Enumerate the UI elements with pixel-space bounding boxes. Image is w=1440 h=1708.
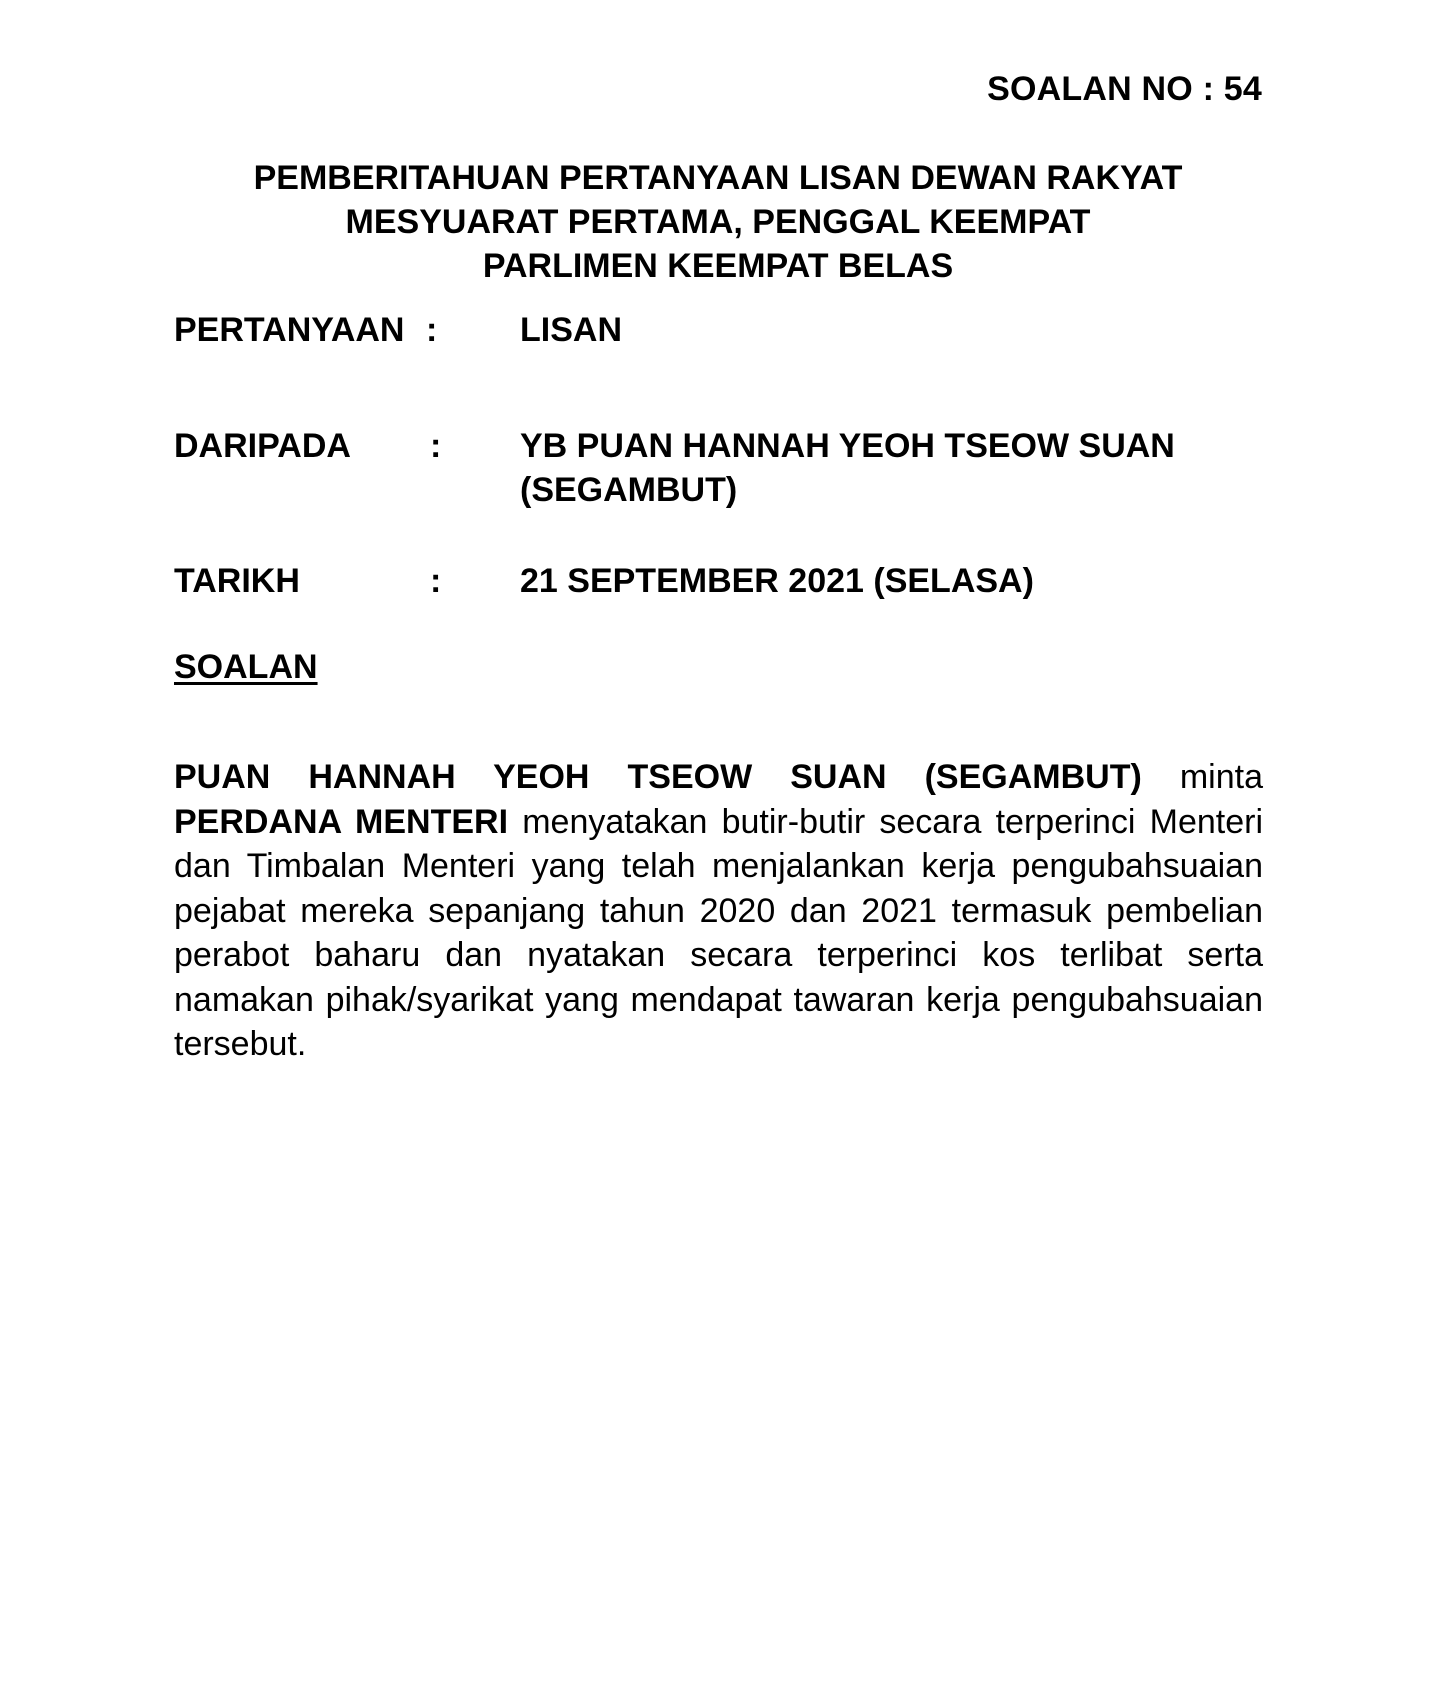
field-value-daripada-line2: (SEGAMBUT) (520, 471, 738, 509)
question-addressee: PERDANA MENTERI (174, 802, 509, 841)
field-label-tarikh: TARIKH (174, 562, 300, 600)
document-header (174, 156, 1262, 288)
section-heading-soalan: SOALAN (174, 648, 318, 686)
header-line-3: PARLIMEN KEEMPAT BELAS (482, 247, 954, 285)
field-colon-daripada: : (430, 427, 442, 465)
question-text: menyatakan butir-butir secara terperinci Menteri dan Timbalan Menteri yang telah menjalankan kerja pengubahsuaian pejabat mereka sepanjang tahun 2020 dan 2021 termasuk pembelian perabot baharu dan nyatakan secara terperinci kos terlibat serta namakan pihak/syarikat yang mendapat tawaran kerja pengubahsuaian tersebut. (174, 802, 1263, 1063)
header-line-1: PEMBERITAHUAN PERTANYAAN LISAN DEWAN RAKYAT (253, 159, 1183, 197)
field-value-pertanyaan (520, 308, 1280, 352)
question-number: SOALAN NO : 54 (987, 70, 1262, 108)
question-verb: minta (1141, 758, 1263, 796)
question-asker: PUAN HANNAH YEOH TSEOW SUAN (SEGAMBUT) (174, 758, 1142, 796)
field-value-pertanyaan-text: LISAN (520, 311, 622, 349)
field-label-daripada: DARIPADA (174, 427, 351, 465)
field-colon-tarikh: : (430, 562, 442, 600)
header-line-2: MESYUARAT PERTAMA, PENGGAL KEEMPAT (345, 203, 1091, 241)
field-colon-pertanyaan: : (426, 311, 438, 349)
field-value-tarikh (520, 559, 1280, 603)
field-value-daripada-line1: YB PUAN HANNAH YEOH TSEOW SUAN (520, 427, 1175, 465)
field-value-tarikh-text: 21 SEPTEMBER 2021 (SELASA) (520, 562, 1034, 600)
field-label-pertanyaan: PERTANYAAN (174, 311, 405, 349)
question-body (174, 755, 1263, 1067)
field-value-daripada (520, 424, 1280, 512)
